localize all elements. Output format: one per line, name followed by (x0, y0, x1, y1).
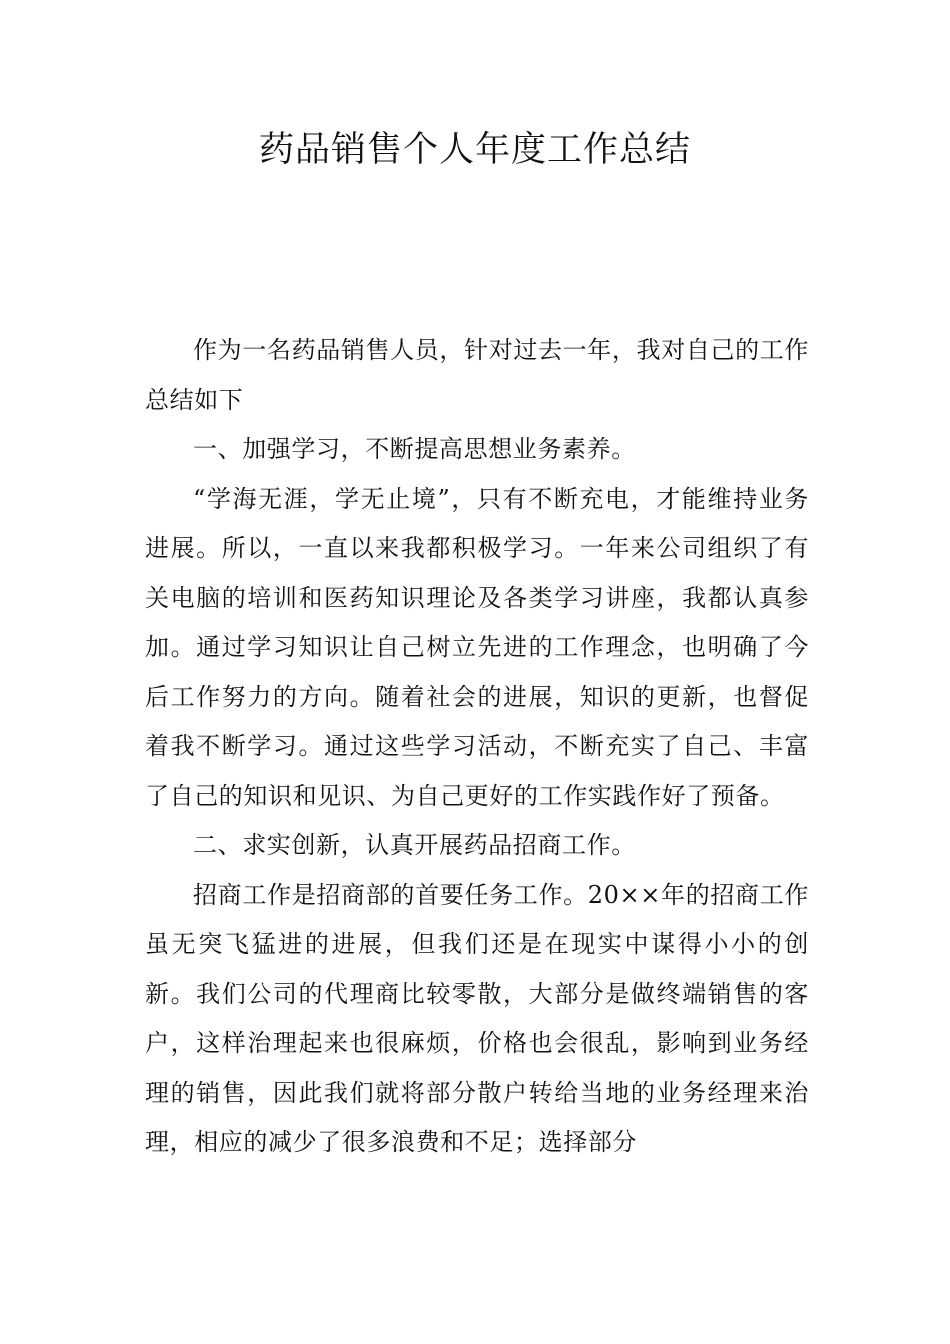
paragraph-learning: “学海无涯，学无止境”，只有不断充电，才能维持业务进展。所以，一直以来我都积极学习。一年来公司组织了有关电脑的培训和医药知识理论及各类学习讲座，我都认真参加。通过学习知识让自己树立先进的工作理念，也明确了今后工作努力的方向。随着社会的进展，知识的更新，也督促着我不断学习。通过这些学习活动，不断充实了自己、丰富了自己的知识和见识、为自己更好的工作实践作好了预备。 (145, 484, 809, 810)
paragraph-investment: 招商工作是招商部的首要任务工作。20××年的招商工作虽无突飞猛进的进展，但我们还是在现实中谋得小小的创新。我们公司的代理商比较零散，大部分是做终端销售的客户，这样治理起来也很麻烦，价格也会很乱，影响到业务经理的销售，因此我们就将部分散户转给当地的业务经理来治理，相应的减少了很多浪费和不足；选择部分 (145, 880, 809, 1156)
section-heading-2: 二、求实创新，认真开展药品招商工作。 (193, 831, 636, 859)
document-title: 药品销售个人年度工作总结 (258, 130, 691, 170)
section-heading-1: 一、加强学习，不断提高思想业务素养。 (193, 435, 636, 463)
document-body (145, 326, 809, 1168)
paragraph-intro: 作为一名药品销售人员，针对过去一年，我对自己的工作总结如下 (145, 336, 809, 414)
